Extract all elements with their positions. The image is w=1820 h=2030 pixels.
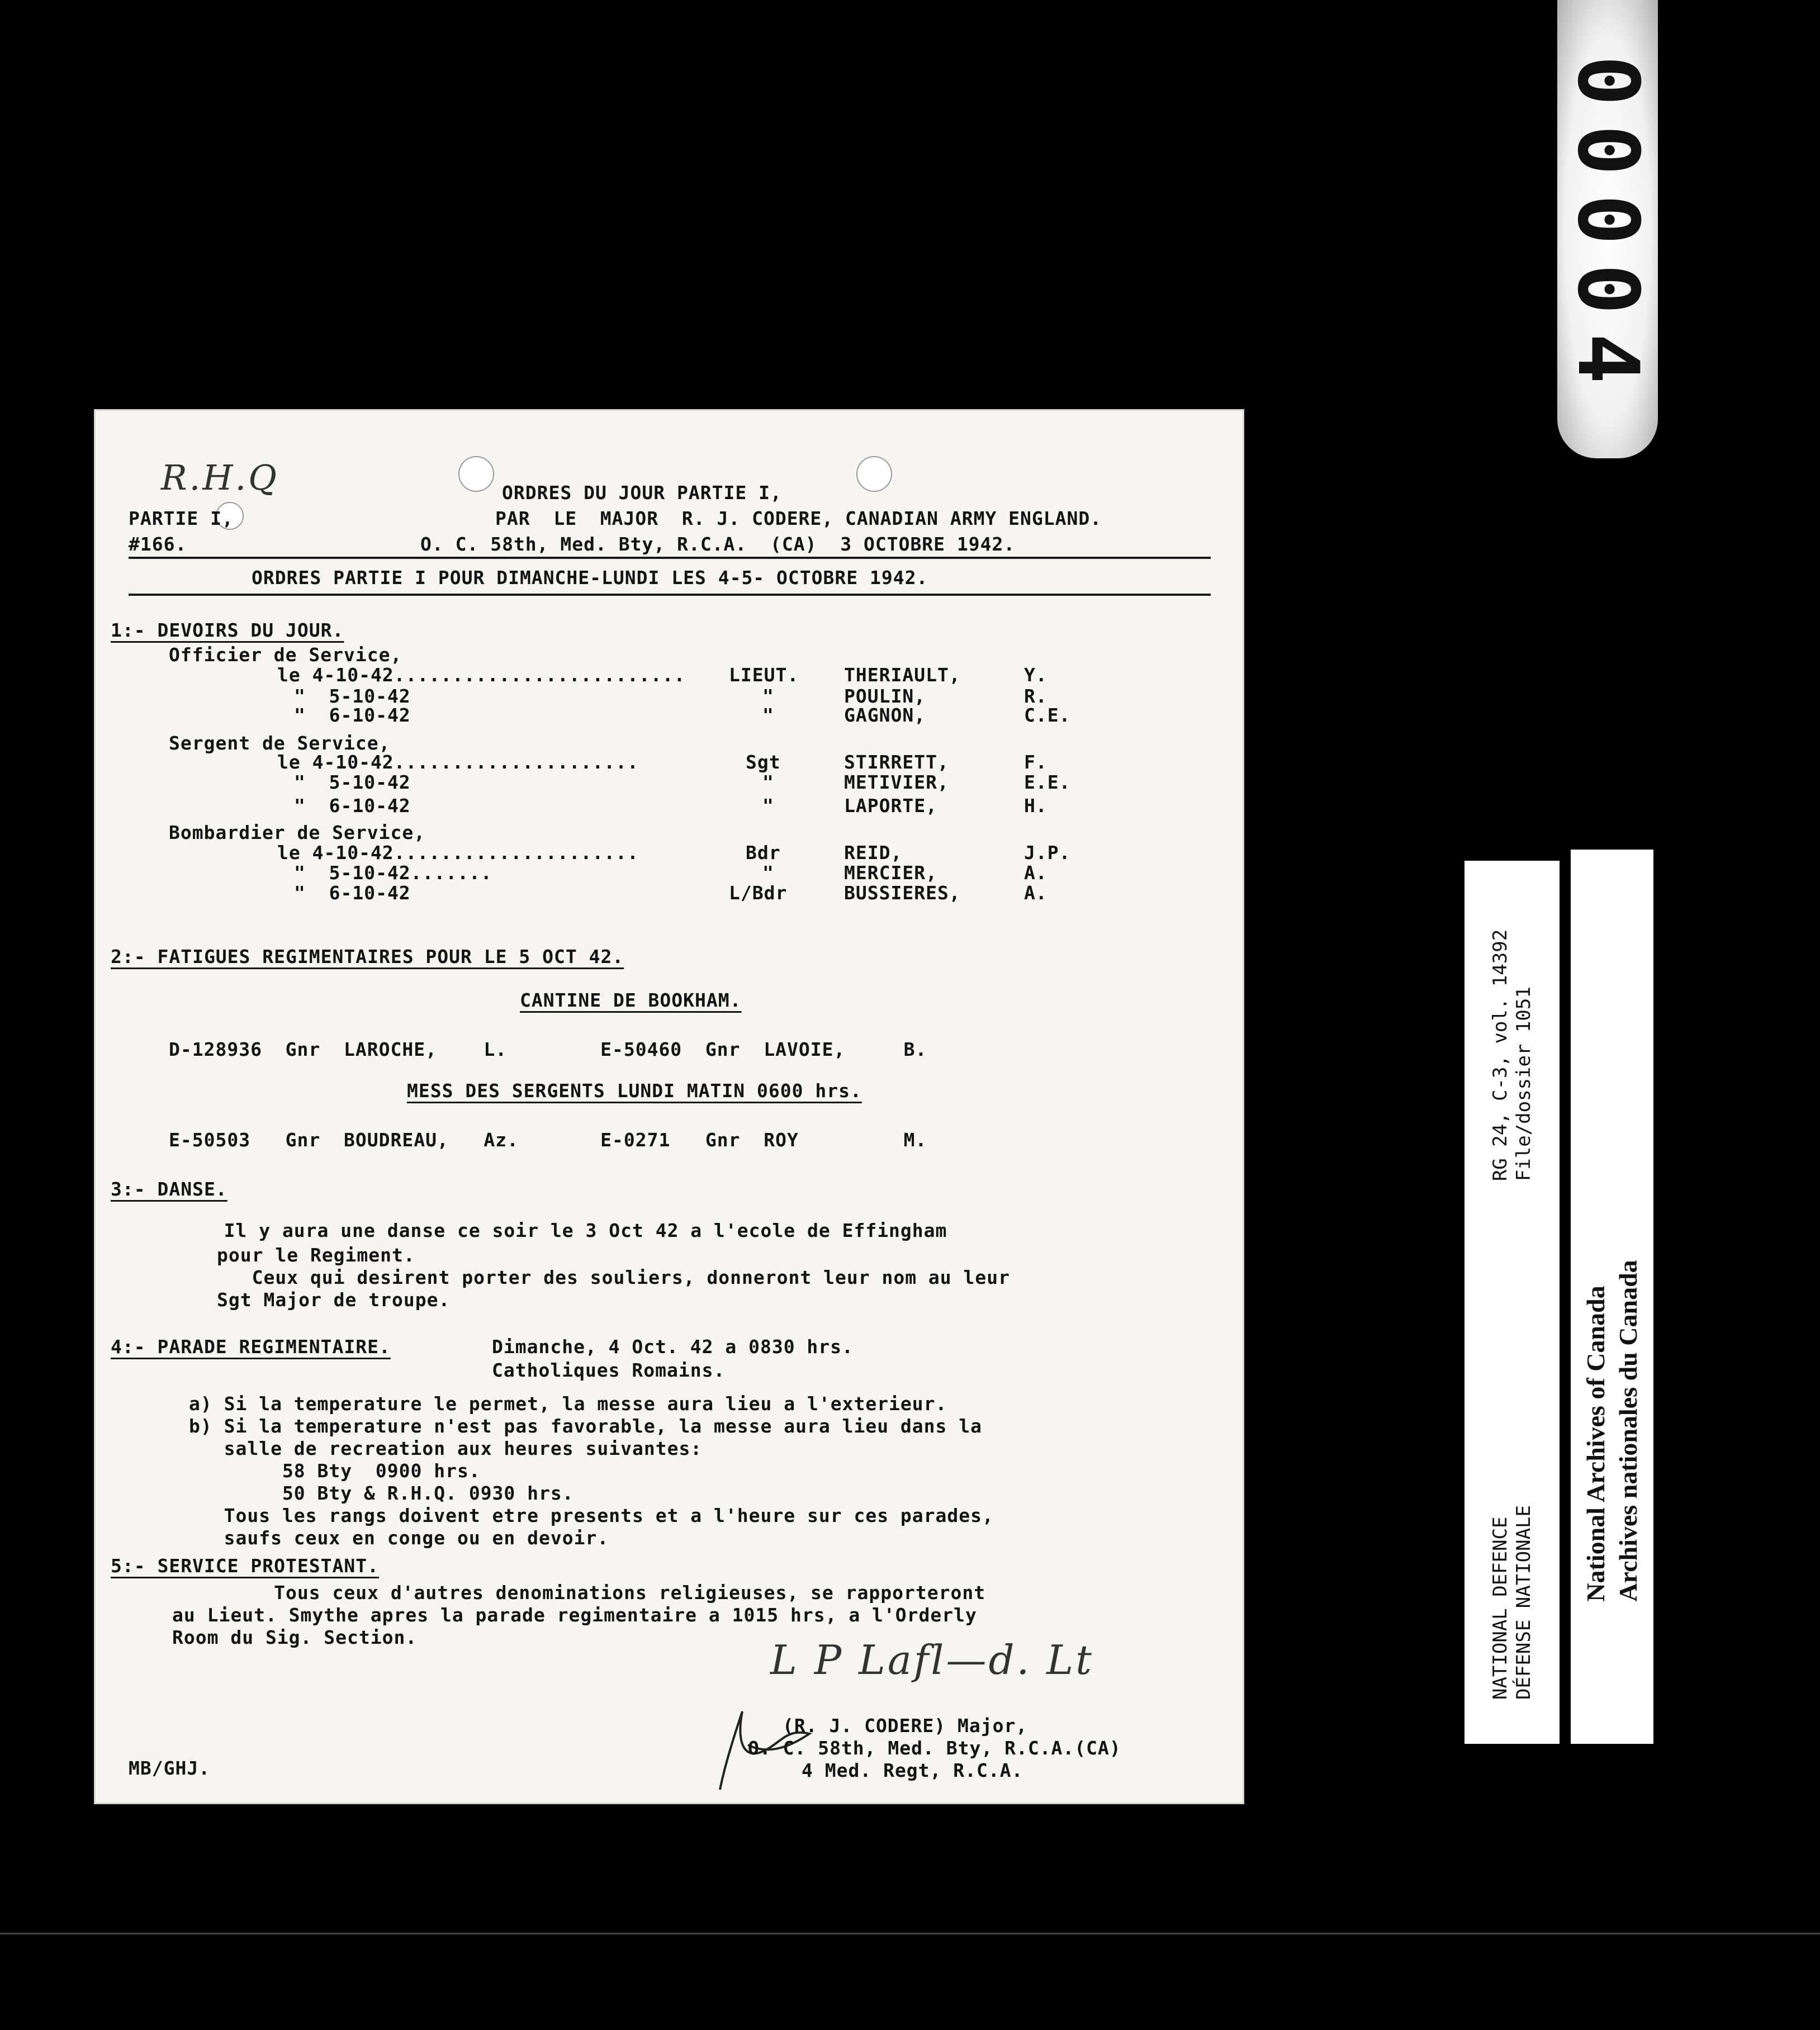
archive-reference-label [1464,861,1560,1744]
handwritten-signature: L P Lafl—d. Lt [770,1637,1094,1683]
duty-initial: A. [1024,862,1048,884]
duty-name: LAPORTE, [844,795,937,817]
department-block [1489,1505,1535,1700]
section-4-when: Dimanche, 4 Oct. 42 a 0830 hrs. [492,1336,854,1358]
signatory-unit: O. C. 58th, Med. Bty, R.C.A.(CA) [748,1737,1121,1759]
duty-initial: J.P. [1024,842,1071,864]
duty-name: GAGNON, [844,704,926,726]
duty-rank: " [762,771,774,793]
header-rule [129,557,1211,559]
department-line-1: NATIONAL DEFENCE [1489,1516,1511,1700]
duty-name: THERIAULT, [844,664,961,686]
bombardier-label: Bombardier de Service, [169,822,426,843]
duty-date: " 5-10-42 [294,771,411,793]
signatory-regiment: 4 Med. Regt, R.C.A. [802,1759,1023,1781]
duty-rank: " [762,795,774,817]
header-unit-date: O. C. 58th, Med. Bty, R.C.A. (CA) 3 OCTOBRE 1942. [420,533,1016,555]
section-2-heading: 2:- FATIGUES REGIMENTAIRES POUR LE 5 OCT 42. [111,946,624,967]
section-2-cantine: CANTINE DE BOOKHAM. [520,989,742,1011]
section-3-heading: 3:- DANSE. [111,1178,228,1200]
section-4-line: 58 Bty 0900 hrs. [189,1460,481,1482]
duty-rank: " [762,704,774,726]
orders-banner: ORDRES PARTIE I POUR DIMANCHE-LUNDI LES 4-5- OCTOBRE 1942. [252,567,928,589]
archives-canada-label [1571,850,1653,1744]
section-4-line: a) Si la temperature le permet, la messe aura lieu a l'exterieur. [189,1393,947,1415]
sergent-label: Sergent de Service, [169,732,391,754]
duty-initial: A. [1024,882,1048,904]
duty-name: BUSSIERES, [844,882,961,904]
section-1-heading: 1:- DEVOIRS DU JOUR. [111,619,344,641]
section-2-row-1: D-128936 Gnr LAROCHE, L. E-50460 Gnr LAVOIE, B. [169,1038,927,1060]
section-4-line: b) Si la temperature n'est pas favorable, la messe aura lieu dans la [189,1415,983,1437]
duty-name: REID, [844,842,903,864]
duty-rank: L/Bdr [729,882,788,904]
duty-date: le 4-10-42......................... [277,664,686,686]
archives-block [1580,1260,1644,1601]
duty-rank: " [762,862,774,884]
duty-rank: Sgt [746,751,781,773]
section-3-line: Il y aura une danse ce soir le 3 Oct 42 a l'ecole de Effingham [189,1220,947,1241]
duty-initial: C.E. [1024,704,1071,726]
duty-name: METIVIER, [844,771,949,793]
duty-name: POULIN, [844,685,926,707]
section-4-line: 50 Bty & R.H.Q. 0930 hrs. [189,1482,574,1504]
duty-initial: Y. [1024,664,1048,686]
section-4-heading: 4:- PARADE REGIMENTAIRE. [111,1336,391,1358]
duty-initial: F. [1024,751,1048,773]
duty-date: " 5-10-42....... [294,862,492,884]
officier-label: Officier de Service, [169,644,402,666]
duty-name: MERCIER, [844,862,937,884]
duty-date: " 5-10-42 [294,685,411,707]
document-page [94,409,1244,1804]
film-frame-tab [1557,0,1658,458]
section-5-line: au Lieut. Smythe apres la parade regimentaire a 1015 hrs, a l'Orderly [172,1604,977,1626]
orders-text [94,409,1244,1804]
section-5-heading: 5:- SERVICE PROTESTANT. [111,1555,379,1577]
handwritten-rhq: R.H.Q [161,457,279,498]
section-5-line: Tous ceux d'autres denominations religieuses, se rapporteront [111,1582,986,1604]
duty-rank: LIEUT. [729,664,799,686]
reference-block [1489,929,1535,1180]
section-4-line: salle de recreation aux heures suivantes: [189,1438,703,1459]
section-2-row-2: E-50503 Gnr BOUDREAU, Az. E-0271 Gnr ROY M. [169,1129,927,1151]
section-5-line: Room du Sig. Section. [172,1626,418,1648]
reference-line-2: File/dossier 1051 [1513,986,1535,1181]
film-frame-number: 00004 [1559,55,1656,403]
banner-rule [129,594,1211,596]
section-4-line: saufs ceux en conge ou en devoir. [189,1527,609,1549]
duty-rank: Bdr [746,842,781,864]
duty-initial: E.E. [1024,771,1071,793]
duty-name: STIRRETT, [844,751,949,773]
header-by: PAR LE MAJOR R. J. CODERE, CANADIAN ARMY ENGLAND. [495,508,1102,529]
section-3-line: Ceux qui desirent porter des souliers, donneront leur nom au leur [217,1267,1011,1288]
signatory-name: (R. J. CODERE) Major, [783,1715,1028,1737]
duty-rank: " [762,685,774,707]
header-partie: PARTIE I, [129,508,234,529]
header-title: ORDRES DU JOUR PARTIE I, [502,482,782,504]
archives-line-1: National Archives of Canada [1581,1286,1610,1602]
section-4-line: Tous les rangs doivent etre presents et a l'heure sur ces parades, [189,1505,994,1526]
duty-date: " 6-10-42 [294,882,411,904]
typist-initials: MB/GHJ. [129,1757,211,1779]
film-edge-line [0,1933,1820,1934]
section-4-who: Catholiques Romains. [492,1359,726,1381]
section-3-line: Sgt Major de troupe. [217,1289,451,1311]
section-3-line: pour le Regiment. [217,1244,415,1266]
section-2-mess: MESS DES SERGENTS LUNDI MATIN 0600 hrs. [407,1080,862,1102]
archives-line-2: Archives nationales du Canada [1614,1260,1642,1602]
reference-line-1: RG 24, C-3, vol. 14392 [1489,929,1511,1181]
duty-date: le 4-10-42..................... [277,751,639,773]
duty-date: " 6-10-42 [294,704,411,726]
header-number: #166. [129,533,187,555]
duty-initial: R. [1024,685,1048,707]
duty-date: le 4-10-42..................... [277,842,639,864]
punch-hole [458,456,494,492]
duty-date: " 6-10-42 [294,795,411,817]
duty-initial: H. [1024,795,1048,817]
department-line-2: DÉFENSE NATIONALE [1513,1505,1535,1700]
punch-hole [856,456,892,492]
